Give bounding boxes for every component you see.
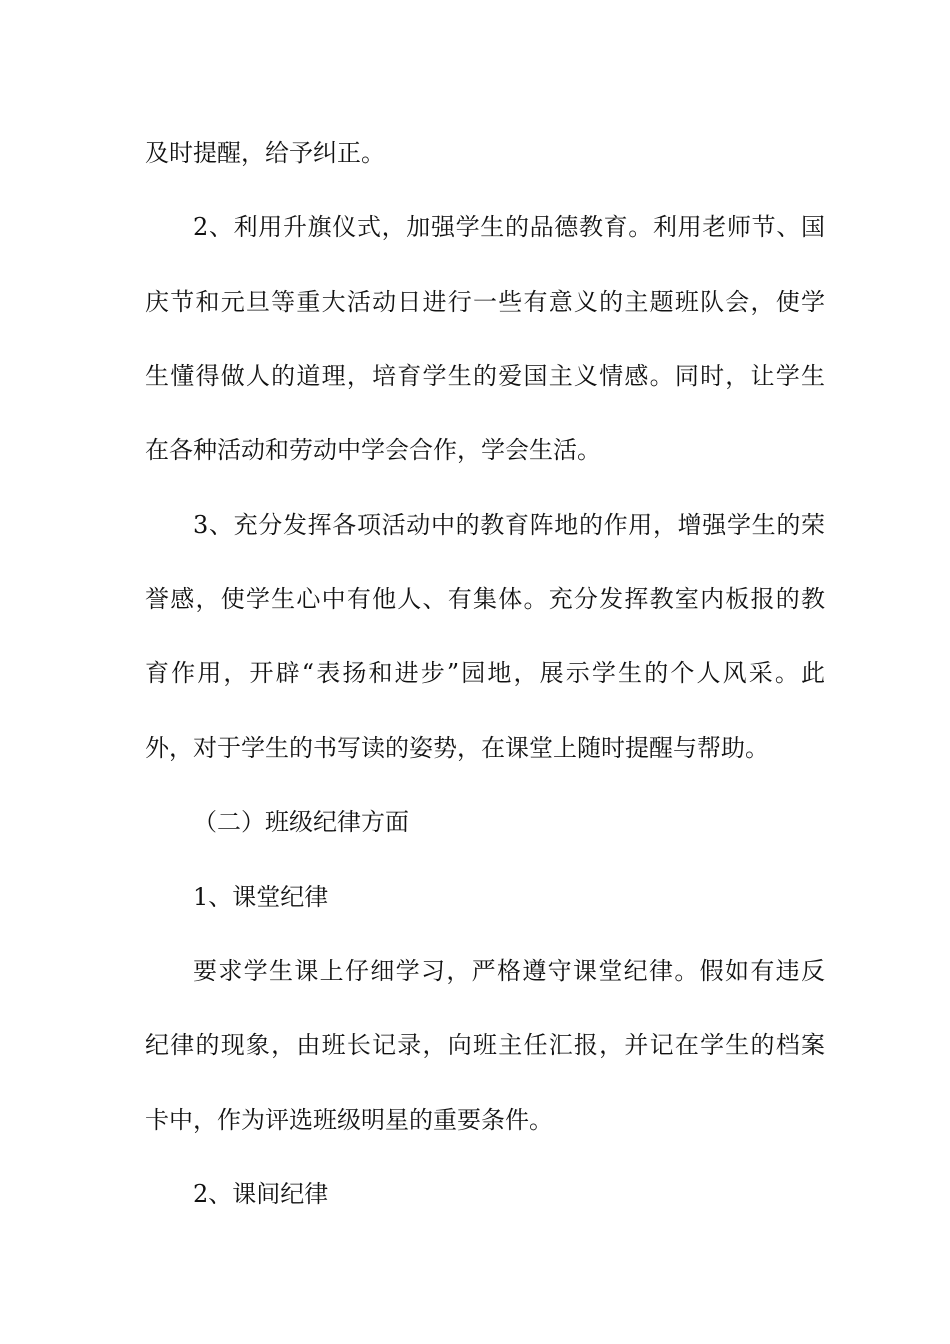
text-line: 要求学生课上仔细学习，严格遵守课堂纪律。假如有违反: [193, 957, 825, 985]
text-line: 纪律的现象，由班长记录，向班主任汇报，并记在学生的档案: [145, 1031, 825, 1059]
text-line: 在各种活动和劳动中学会合作，学会生活。: [145, 436, 601, 464]
text-line: 3、充分发挥各项活动中的教育阵地的作用，增强学生的荣: [193, 511, 825, 539]
subsection-heading: 1、课堂纪律: [193, 883, 329, 911]
text-line: 2、利用升旗仪式，加强学生的品德教育。利用老师节、国: [193, 213, 825, 241]
subsection-heading: 2、课间纪律: [193, 1180, 329, 1208]
text-line: 卡中，作为评选班级明星的重要条件。: [145, 1106, 553, 1134]
text-line: 及时提醒，给予纠正。: [145, 139, 385, 167]
text-line: 誉感，使学生心中有他人、有集体。充分发挥教室内板报的教: [145, 585, 825, 613]
text-line: 育作用，开辟“表扬和进步”园地，展示学生的个人风采。此: [145, 659, 825, 687]
text-line: 庆节和元旦等重大活动日进行一些有意义的主题班队会，使学: [145, 288, 825, 316]
section-heading: （二）班级纪律方面: [193, 808, 409, 836]
text-line: 外，对于学生的书写读的姿势，在课堂上随时提醒与帮助。: [145, 734, 769, 762]
text-line: 生懂得做人的道理，培育学生的爱国主义情感。同时，让学生: [145, 362, 825, 390]
